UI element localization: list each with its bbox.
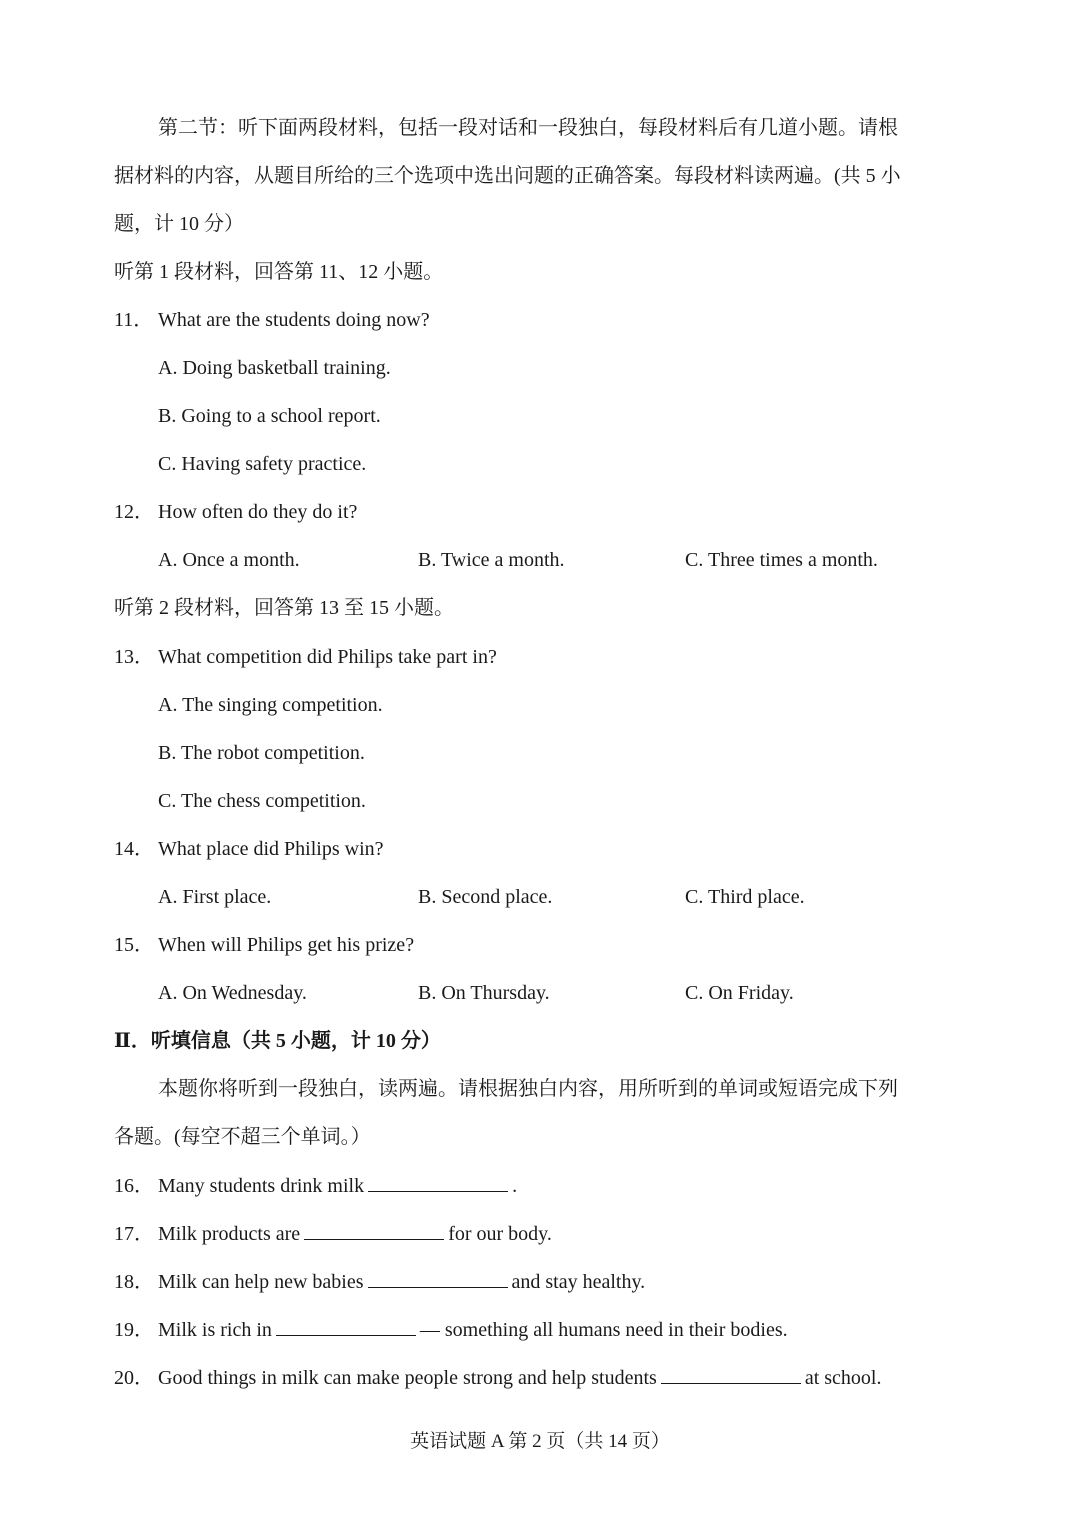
part2-instruction-line1: 本题你将听到一段独白，读两遍。请根据独白内容，用所听到的单词或短语完成下列 [158,1078,898,1100]
option-11b: B. Going to a school report. [158,405,381,427]
option-12a: A. Once a month. [158,549,300,571]
answer-blank-19[interactable] [276,1317,416,1336]
option-13a: A. The singing competition. [158,694,383,716]
question-text: Milk is rich in [158,1319,272,1341]
question-number: 17． [114,1223,154,1245]
question-20 [114,1364,974,1392]
question-number: 16． [114,1175,154,1197]
page-footer: 英语试题 A 第 2 页（共 14 页） [410,1431,670,1452]
section2-instruction-line3: 题，计 10 分） [114,213,244,235]
question-number: 15． [114,934,154,956]
question-17 [114,1220,974,1248]
question-text: What competition did Philips take part in? [158,646,497,668]
answer-blank-20[interactable] [661,1365,801,1384]
question-number: 12． [114,501,154,523]
answer-blank-17[interactable] [304,1221,444,1240]
question-text: What place did Philips win? [158,838,384,860]
part2-instruction-line2: 各题。(每空不超三个单词。） [114,1126,371,1148]
question-text: Many students drink milk [158,1175,365,1197]
question-text: How often do they do it? [158,501,358,523]
material1-intro: 听第 1 段材料，回答第 11、12 小题。 [114,261,444,283]
question-number: 11． [114,309,154,331]
option-11c: C. Having safety practice. [158,453,367,475]
question-text-after: . [512,1175,518,1197]
section2-instruction-line1: 第二节：听下面两段材料，包括一段对话和一段独白，每段材料后有几道小题。请根 [158,117,898,139]
part2-heading: Ⅱ．听填信息（共 5 小题，计 10 分） [114,1030,441,1052]
option-15c: C. On Friday. [685,982,794,1004]
option-14b: B. Second place. [418,886,553,908]
question-19 [114,1316,974,1344]
question-number: 13． [114,646,154,668]
question-text-after: — something all humans need in their bodies. [419,1319,788,1341]
answer-blank-18[interactable] [368,1269,508,1288]
question-13 [114,643,974,671]
option-15b: B. On Thursday. [418,982,550,1004]
question-text-after: for our body. [448,1223,552,1245]
material2-intro: 听第 2 段材料，回答第 13 至 15 小题。 [114,597,454,619]
question-text-after: at school. [804,1367,882,1389]
option-14a: A. First place. [158,886,272,908]
question-14 [114,835,974,863]
question-text: Milk can help new babies [158,1271,364,1293]
option-11a: A. Doing basketball training. [158,357,391,379]
option-15a: A. On Wednesday. [158,982,307,1004]
question-12 [114,498,974,526]
question-11 [114,306,974,334]
section2-instruction-line2: 据材料的内容，从题目所给的三个选项中选出问题的正确答案。每段材料读两遍。(共 5 小 [114,165,901,187]
question-number: 14． [114,838,154,860]
option-12c: C. Three times a month. [685,549,878,571]
option-13b: B. The robot competition. [158,742,365,764]
answer-blank-16[interactable] [368,1173,508,1192]
question-18 [114,1268,974,1296]
question-text: When will Philips get his prize? [158,934,415,956]
option-14c: C. Third place. [685,886,805,908]
option-13c: C. The chess competition. [158,790,366,812]
option-12b: B. Twice a month. [418,549,565,571]
question-number: 19． [114,1319,154,1341]
question-text: Good things in milk can make people strong and help students [158,1367,657,1389]
question-text-after: and stay healthy. [511,1271,646,1293]
question-16 [114,1172,974,1200]
question-number: 20． [114,1367,154,1389]
question-15 [114,931,974,959]
question-text: Milk products are [158,1223,301,1245]
question-number: 18． [114,1271,154,1293]
question-text: What are the students doing now? [158,309,430,331]
